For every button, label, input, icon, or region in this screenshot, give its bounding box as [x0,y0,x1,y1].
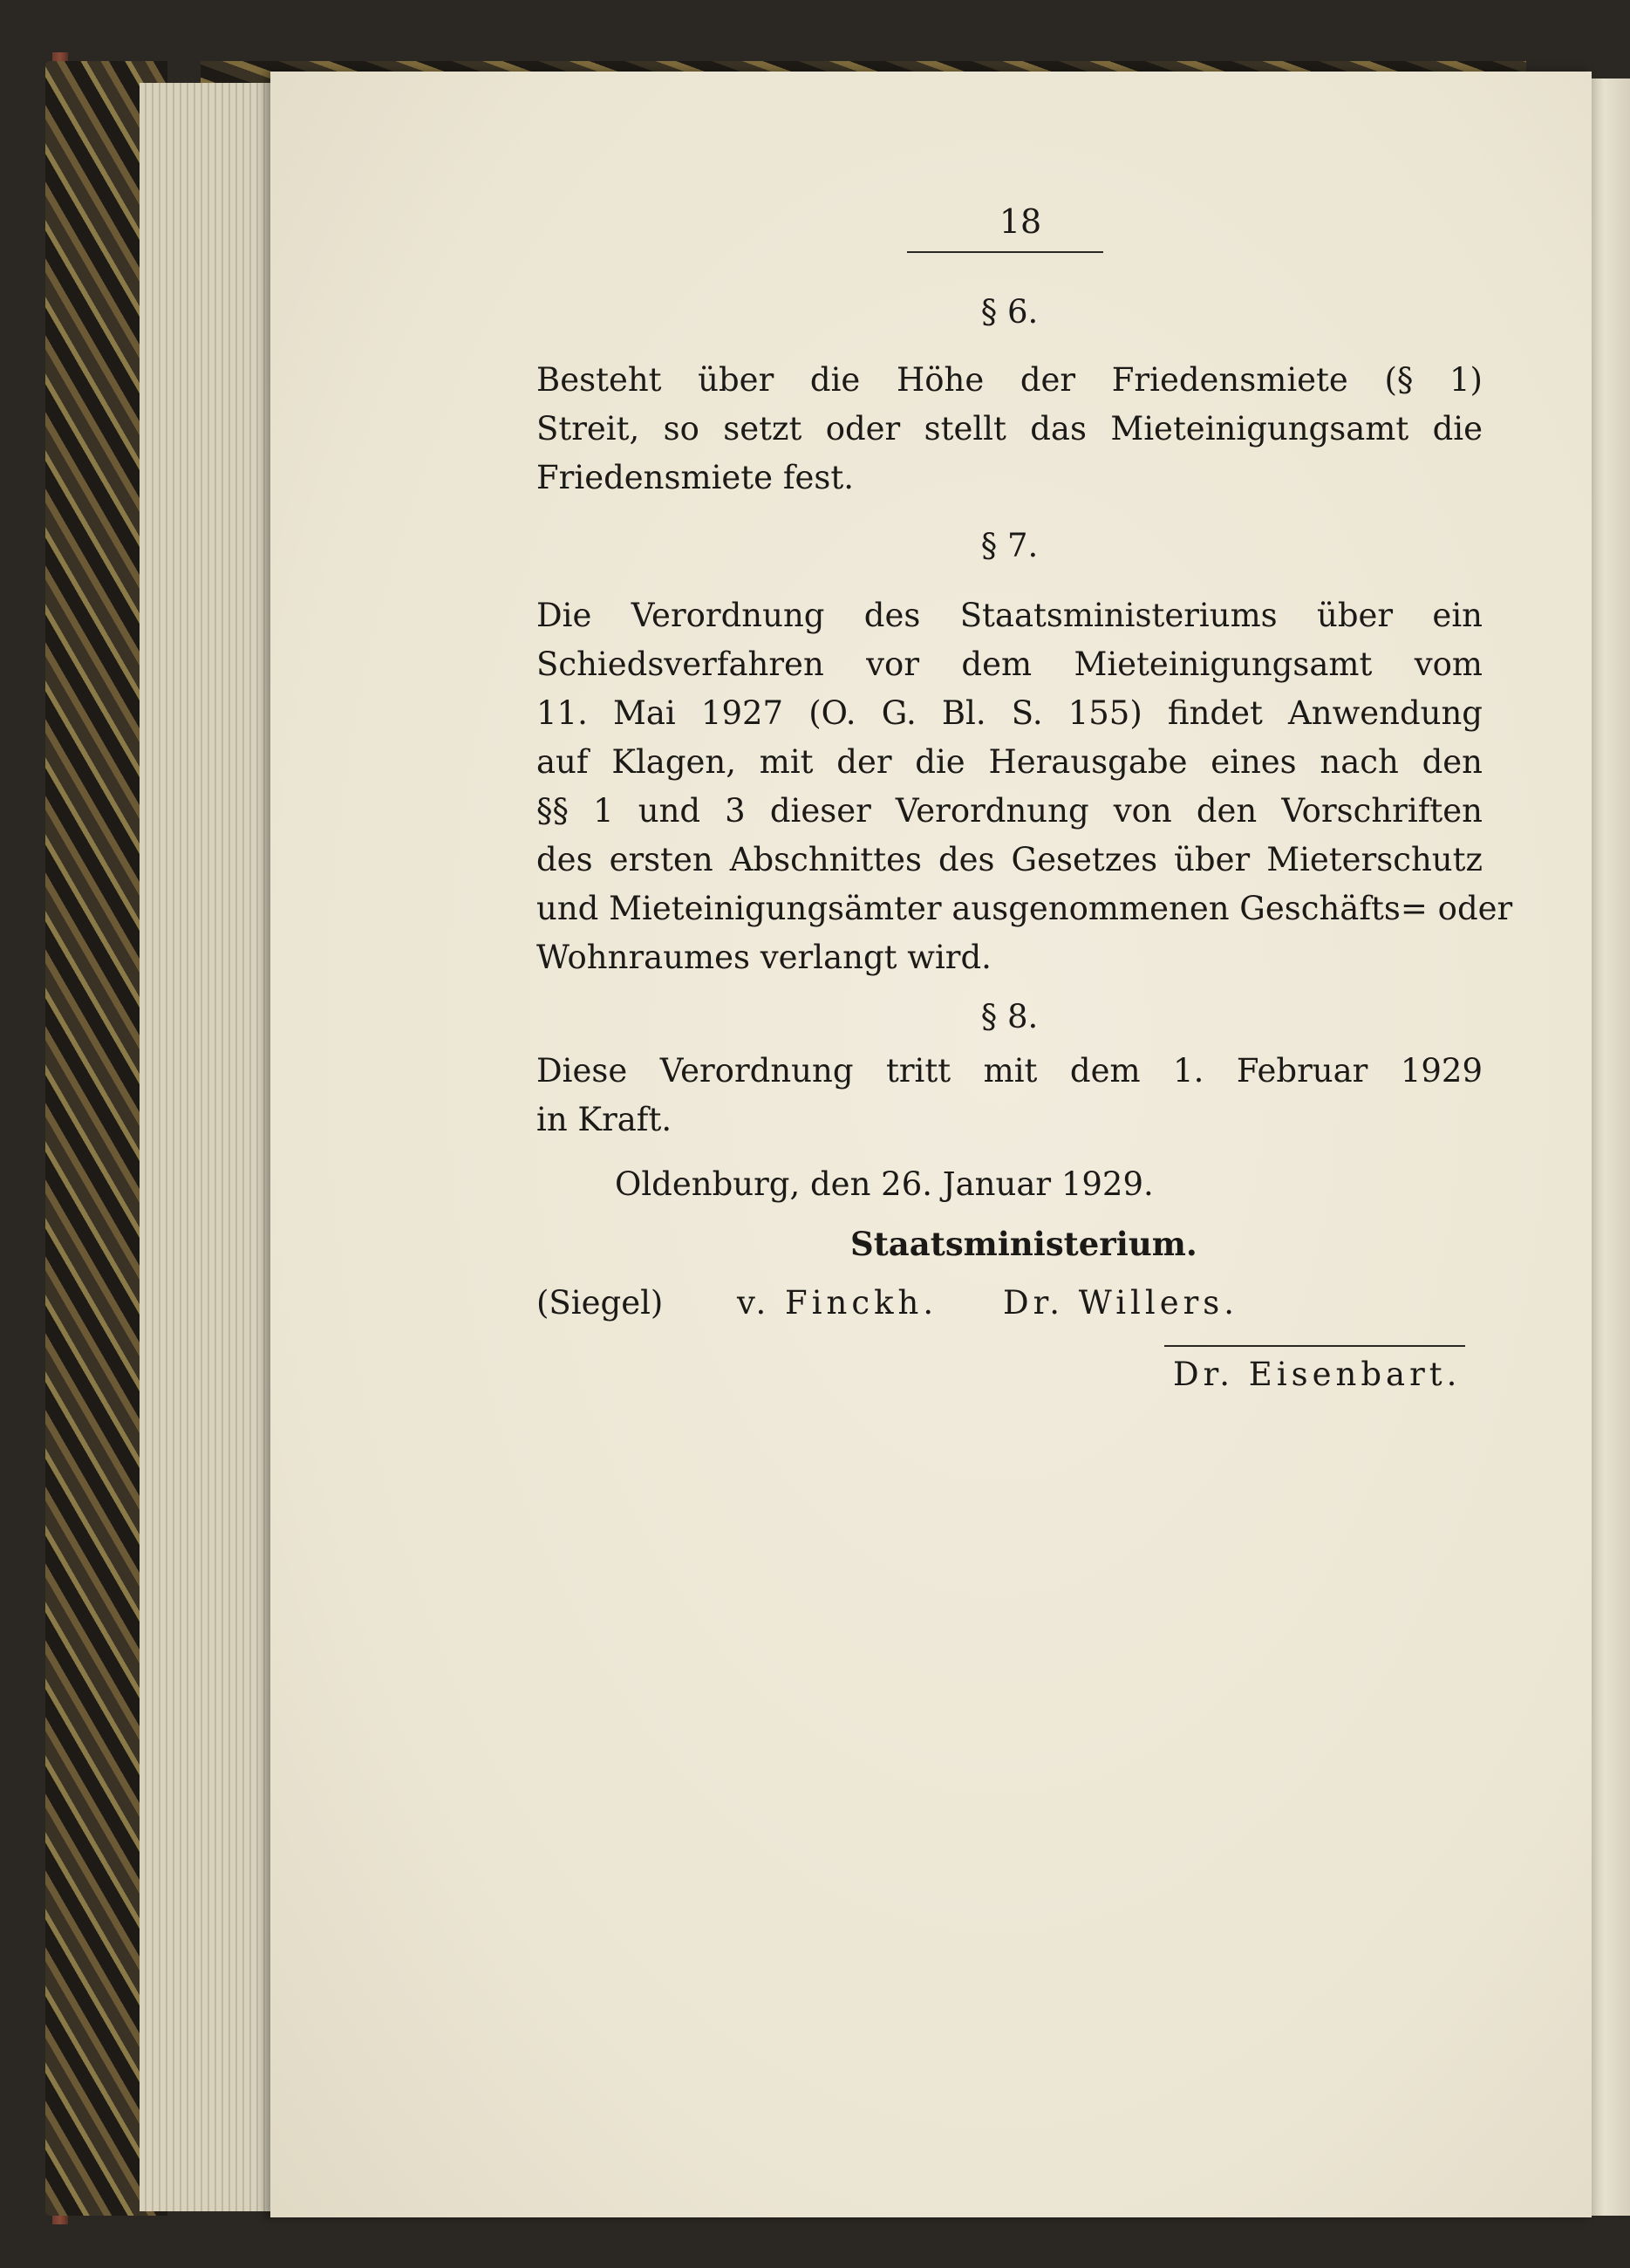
section-6-heading: § 6. [980,293,1039,331]
signature-finckh: v. Finckh. [737,1284,938,1322]
section-8-heading: § 8. [980,998,1039,1035]
page-stack [140,83,270,2211]
page-number: 18 [999,202,1042,241]
section-7-line-6: des ersten Abschnittes des Gesetzes über Mieterschutz [536,841,1483,878]
place-date: Oldenburg, den 26. Januar 1929. [615,1165,1154,1203]
signature-willers: Dr. Willers. [1003,1284,1239,1322]
authority: Staatsministerium. [850,1225,1197,1263]
section-7-line-3: 11. Mai 1927 (O. G. Bl. S. 155) findet Anwendung [536,694,1483,732]
section-7-line-5: §§ 1 und 3 dieser Verordnung von den Vorschriften [536,792,1483,830]
section-7-line-4: auf Klagen, mit der die Herausgabe eines nach den [536,743,1483,781]
section-7-line-7: und Mieteinigungsämter ausgenommenen Geschäfts= oder [536,890,1513,927]
section-6-line-2: Streit, so setzt oder stellt das Mieteinigungsamt die [536,410,1483,447]
section-6-line-1: Besteht über die Höhe der Friedensmiete (§ 1) [536,361,1483,399]
section-7-line-8: Wohnraumes verlangt wird. [536,939,992,976]
section-7-line-2: Schiedsverfahren vor dem Mieteinigungsamt vom [536,646,1483,683]
section-7-line-1: Die Verordnung des Staatsministeriums über ein [536,597,1483,634]
section-8-line-2: in Kraft. [536,1101,672,1138]
header-rule [907,251,1103,253]
facing-page-edge [1587,79,1630,2216]
signature-eisenbart: Dr. Eisenbart. [1173,1356,1462,1393]
section-7-heading: § 7. [980,527,1039,564]
section-6-line-3: Friedensmiete fest. [536,459,855,496]
signature-rule [1164,1345,1465,1347]
section-8-line-1: Diese Verordnung tritt mit dem 1. Februar 1929 [536,1052,1483,1090]
seal-label: (Siegel) [536,1284,664,1322]
page-body [536,288,1513,1422]
